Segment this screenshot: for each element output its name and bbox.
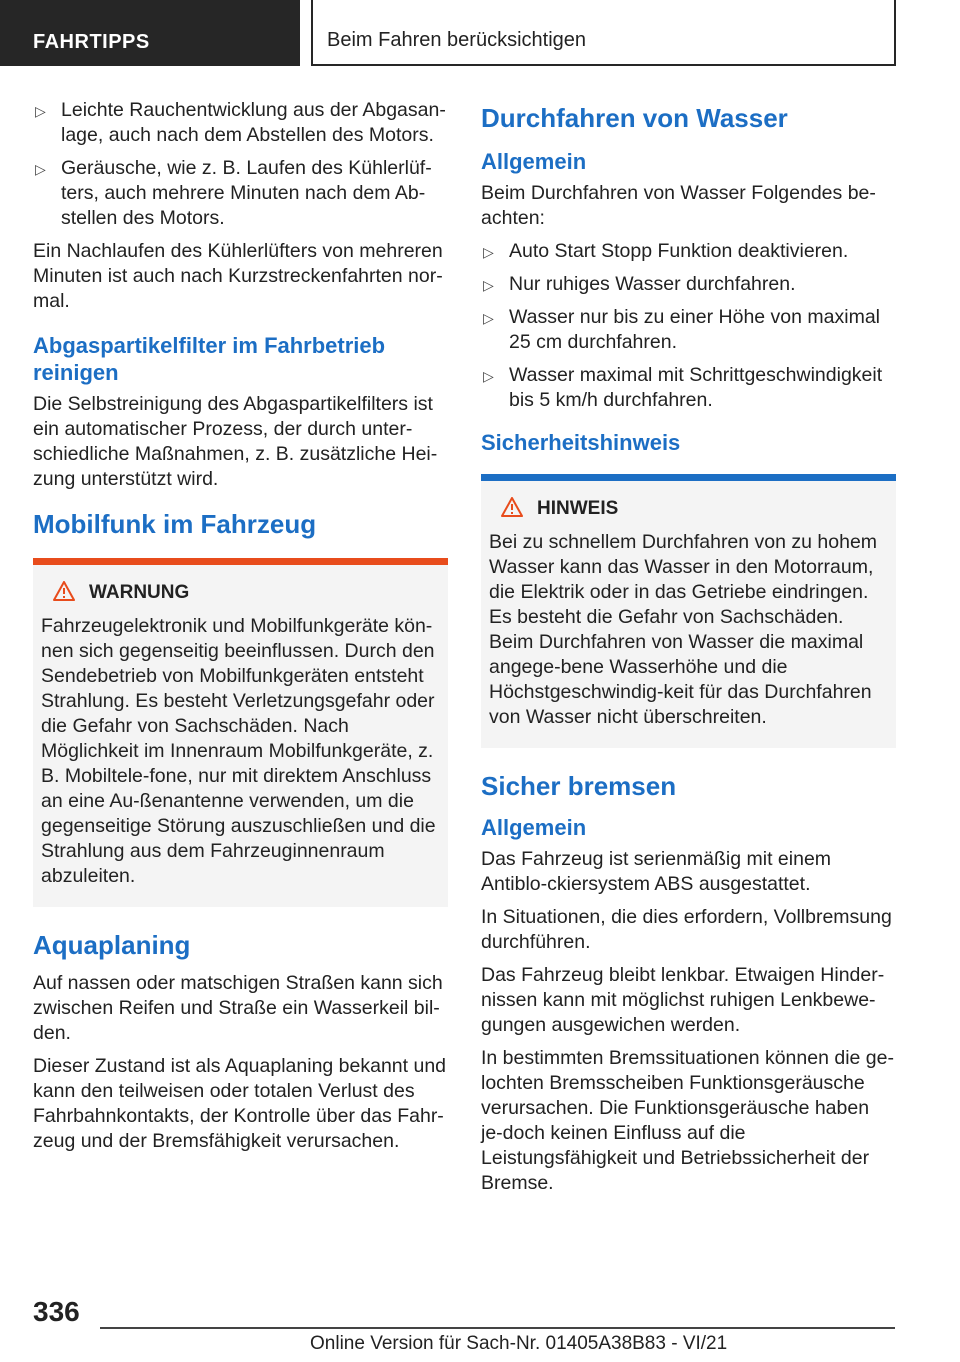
bullet-triangle-icon: ▷: [483, 244, 494, 260]
footer-version: Online Version für Sach-Nr. 01405A38B83 - VI/21: [310, 1333, 728, 1354]
list-item: ▷ Wasser nur bis zu einer Höhe von maximal 25 cm durchfahren.: [483, 306, 881, 353]
left-column: [33, 98, 448, 1162]
paragraph: Die Selbstreinigung des Abgaspartikelfilters ist ein automatischer Prozess, der durch unter-schiedliche Maßnahmen, z. B. zusätzliche Hei-zung unterstützt wird.: [33, 393, 438, 490]
heading-wasser: Durchfahren von Wasser: [481, 103, 788, 133]
paragraph: Das Fahrzeug ist serienmäßig mit einem Antiblo-ckiersystem ABS ausgestattet.: [481, 848, 832, 895]
footer-divider: [100, 1327, 895, 1329]
heading-aquaplaning: Aquaplaning: [33, 930, 191, 960]
list-item: ▷ Wasser maximal mit Schrittgeschwindigkeit bis 5 km/h durchfahren.: [483, 364, 883, 411]
heading-allgemein: Allgemein: [481, 815, 587, 840]
hinweis-box: [481, 474, 896, 748]
list-item: ▷ Nur ruhiges Wasser durchfahren.: [481, 272, 896, 297]
paragraph: Dieser Zustand ist als Aquaplaning bekannt und kann den teilweisen oder totalen Verlust des Fahrbahnkontakts, der Kontrolle über das Fahr-zeug und der Bremsfähigkeit verursachen.: [33, 1055, 447, 1152]
heading-filter: Abgaspartikelfilter im Fahrbetrieb reinigen: [33, 333, 386, 385]
warning-box: [33, 558, 448, 907]
heading-sicherheitshinweis: Sicherheitshinweis: [481, 430, 681, 455]
page-header: [0, 0, 960, 66]
list-item: ▷ Geräusche, wie z. B. Laufen des Kühlerlüf-ters, auch mehrere Minuten nach dem Ab-stellen des Motors.: [35, 157, 432, 229]
heading-mobilfunk: Mobilfunk im Fahrzeug: [33, 509, 317, 539]
warning-title: WARNUNG: [41, 581, 440, 608]
paragraph: Auf nassen oder matschigen Straßen kann sich zwischen Reifen und Straße ein Wasserkeil bil-den.: [33, 972, 443, 1044]
bullet-triangle-icon: ▷: [35, 103, 46, 119]
hinweis-title: HINWEIS: [489, 497, 888, 524]
heading-allgemein: Allgemein: [481, 149, 587, 174]
bullet-triangle-icon: ▷: [35, 161, 46, 177]
heading-bremsen: Sicher bremsen: [481, 771, 677, 801]
bullet-triangle-icon: ▷: [483, 368, 494, 384]
list-item: ▷ Leichte Rauchentwicklung aus der Abgasan-lage, auch nach dem Abstellen des Motors.: [35, 99, 446, 146]
page-number: 336: [33, 1296, 80, 1327]
paragraph: In bestimmten Bremssituationen können die ge-lochten Bremsscheiben Funktionsgeräusche verursachen. Die Funktionsgeräusche haben je-doch keinen Einfluss auf die Leistungsfähigkeit und Betriebssicherheit der Bremse.: [481, 1047, 894, 1194]
chapter-tab: FAHRTIPPS: [0, 0, 300, 66]
warning-text: Fahrzeugelektronik und Mobilfunkgeräte kön-nen sich gegenseitig beeinflussen. Durch den Sendebetrieb von Mobilfunkgeräten entsteht Strahlung. Es besteht Verletzungsgefahr oder die Gefahr von Sachschäden. Nach Möglichkeit im Innenraum Mobilfunkgeräte, z. B. Mobiltele-fone, nur mit direktem Anschluss an eine Au-ßenantenne verwenden, um die gegenseitige Störung auszuschließen und die Strahlung aus dem Fahrzeuginnenraum abzuleiten.: [41, 615, 436, 887]
bullet-triangle-icon: ▷: [483, 310, 494, 326]
warning-triangle-icon: [501, 497, 523, 524]
section-title: Beim Fahren berücksichtigen: [311, 0, 896, 66]
hinweis-text: Bei zu schnellem Durchfahren von zu hohem Wasser kann das Wasser in den Motorraum, die Elektrik oder in das Getriebe eindringen. Es besteht die Gefahr von Sachschäden. Beim Durchfahren von Wasser die maximal angege-bene Wasserhöhe und die Höchstgeschwindig-keit für das Durchfahren von Wasser nicht überschreiten.: [489, 531, 878, 728]
right-column: [481, 98, 896, 1204]
bullet-triangle-icon: ▷: [483, 277, 494, 293]
paragraph: In Situationen, die dies erfordern, Vollbremsung durchführen.: [481, 906, 892, 953]
paragraph: Das Fahrzeug bleibt lenkbar. Etwaigen Hinder-nissen kann mit möglichst ruhigen Lenkbewe-gungen ausgewichen werden.: [481, 964, 885, 1036]
paragraph: Ein Nachlaufen des Kühlerlüfters von mehreren Minuten ist auch nach Kurzstreckenfahrten nor-mal.: [33, 240, 443, 312]
paragraph: Beim Durchfahren von Wasser Folgendes be-achten:: [481, 182, 876, 229]
list-item: ▷ Auto Start Stopp Funktion deaktivieren.: [481, 239, 896, 264]
warning-triangle-icon: [53, 581, 75, 608]
